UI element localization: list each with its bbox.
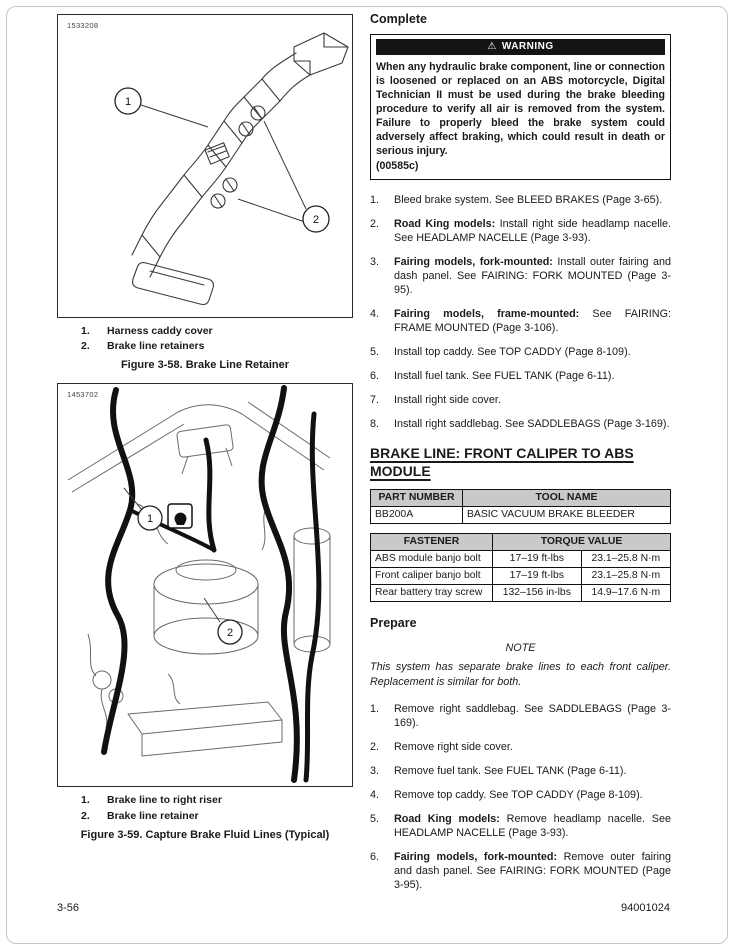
leader-line-2b	[238, 199, 305, 222]
step-text: Install top caddy. See TOP CADDY (Page 8-109).	[394, 345, 631, 358]
step-number: 5.	[370, 345, 380, 358]
svg-text:1: 1	[146, 513, 154, 526]
page-footer	[57, 902, 670, 914]
table-row	[371, 551, 671, 568]
table-row	[371, 568, 671, 585]
step-item	[370, 812, 671, 840]
warning-body: When any hydraulic brake component, line or connection is loosened or replaced on an ABS motorcycle, Digital Technician II must be used during the brake bleeding procedure to verify all air is removed from the system. Failure to properly bleed the brake system could adversely affect braking, which could result in death or serious injury.	[376, 61, 665, 158]
step-number: 2.	[370, 741, 380, 754]
step-number: 5.	[370, 813, 380, 826]
text-column	[370, 12, 671, 902]
legend-text: Harness caddy cover	[107, 325, 213, 337]
figure-3-58-title: Figure 3-58. Brake Line Retainer	[120, 359, 290, 372]
figure-3-58-box	[57, 14, 353, 318]
step-number: 4.	[370, 307, 380, 320]
step-item	[370, 255, 671, 297]
step-number: 3.	[370, 765, 380, 778]
document-number: 94001024	[621, 902, 670, 914]
legend-item	[81, 809, 353, 824]
table-cell: 17–19 ft-lbs	[493, 568, 582, 585]
warning-code: (00585c)	[376, 159, 419, 172]
step-text: Remove right side cover.	[394, 741, 513, 754]
table-cell: BB200A	[371, 507, 463, 524]
table-header-row	[371, 490, 671, 507]
step-item	[370, 417, 671, 431]
figure-3-58-legend	[81, 324, 353, 354]
svg-text:2: 2	[312, 214, 320, 226]
note-label: NOTE	[505, 642, 536, 654]
section-heading: BRAKE LINE: FRONT CALIPER TO ABS MODULE	[370, 445, 634, 479]
warning-header	[376, 39, 665, 55]
brake-line-retainer-drawing	[58, 15, 352, 317]
legend-number: 2.	[81, 809, 90, 822]
step-number: 3.	[370, 255, 380, 268]
step-text: Fairing models, fork-mounted: Remove outer fairing and dash panel. See FAIRING: FORK MOUNTED (Page 3-95).	[394, 851, 671, 892]
step-text: Remove right saddlebag. See SADDLEBAGS (Page 3-169).	[394, 703, 671, 730]
step-number: 2.	[370, 217, 380, 230]
step-text: Install right side cover.	[394, 393, 501, 406]
riser-symbol-icon	[168, 504, 192, 528]
step-number: 4.	[370, 789, 380, 802]
step-text: Install right saddlebag. See SADDLEBAGS (Page 3-169).	[394, 417, 670, 430]
step-item	[370, 307, 671, 335]
brake-lines	[104, 388, 319, 780]
legend-text: Brake line retainer	[107, 809, 199, 822]
callout-2	[218, 620, 242, 644]
table-row	[371, 507, 671, 524]
step-number: 1.	[370, 703, 380, 716]
step-number: 7.	[370, 393, 380, 406]
svg-text:2: 2	[226, 627, 234, 640]
legend-number: 2.	[81, 340, 90, 353]
tool-table	[370, 489, 671, 524]
step-number: 6.	[370, 369, 380, 382]
figure-3-59-legend	[81, 793, 353, 823]
figure-ref-number: 1533208	[67, 21, 99, 30]
step-item	[370, 345, 671, 359]
complete-steps-list	[370, 193, 671, 431]
table-header-cell: FASTENER	[371, 534, 493, 551]
prepare-heading: Prepare	[370, 616, 417, 630]
warning-label: WARNING	[501, 41, 554, 52]
step-text: Road King models: Install right side headlamp nacelle. See HEADLAMP NACELLE (Page 3-93).	[394, 217, 672, 244]
note-text: This system has separate brake lines to each front caliper. Replacement is similar for both.	[370, 661, 671, 688]
legend-number: 1.	[81, 794, 90, 807]
table-cell: Front caliper banjo bolt	[371, 568, 493, 585]
warning-box	[370, 34, 671, 180]
page-number: 3-56	[57, 902, 80, 914]
figures-column	[57, 14, 353, 841]
table-cell: 23.1–25.8 N·m	[581, 568, 670, 585]
step-item	[370, 217, 671, 245]
table-header-row	[371, 534, 671, 551]
step-item	[370, 740, 671, 754]
legend-text: Brake line to right riser	[107, 794, 222, 807]
step-number: 1.	[370, 193, 380, 206]
step-item	[370, 850, 671, 892]
step-text: Bleed brake system. See BLEED BRAKES (Page 3-65).	[394, 193, 663, 206]
step-item	[370, 393, 671, 407]
complete-heading: Complete	[370, 12, 427, 26]
brake-fluid-lines-drawing	[58, 384, 352, 786]
table-cell: ABS module banjo bolt	[371, 551, 493, 568]
table-cell: BASIC VACUUM BRAKE BLEEDER	[463, 507, 671, 524]
table-cell: Rear battery tray screw	[371, 585, 493, 602]
table-cell: 14.9–17.6 N·m	[581, 585, 670, 602]
legend-number: 1.	[81, 325, 90, 337]
table-row	[371, 585, 671, 602]
prepare-steps-list	[370, 702, 671, 892]
table-header-cell: TOOL NAME	[463, 490, 671, 507]
callout-1	[138, 506, 162, 530]
legend-item	[81, 793, 353, 808]
step-text: Install fuel tank. See FUEL TANK (Page 6-11).	[394, 369, 615, 382]
figure-3-59-box	[57, 383, 353, 787]
svg-text:1: 1	[124, 96, 132, 108]
step-number: 6.	[370, 851, 380, 864]
table-header-cell: PART NUMBER	[371, 490, 463, 507]
step-number: 8.	[370, 417, 380, 430]
figure-3-59-title: Figure 3-59. Capture Brake Fluid Lines (Typical)	[80, 828, 330, 841]
warning-icon: ⚠	[487, 41, 497, 52]
table-cell: 23.1–25.8 N·m	[581, 551, 670, 568]
step-item	[370, 788, 671, 802]
legend-item	[81, 339, 353, 354]
torque-table	[370, 533, 671, 602]
step-text: Remove top caddy. See TOP CADDY (Page 8-109).	[394, 789, 643, 802]
step-item	[370, 764, 671, 778]
step-item	[370, 369, 671, 383]
callout-1	[115, 88, 141, 114]
step-text: Road King models: Remove headlamp nacelle. See HEADLAMP NACELLE (Page 3-93).	[394, 813, 671, 840]
leader-line-2a	[264, 121, 306, 209]
step-item	[370, 702, 671, 730]
callout-2	[303, 206, 329, 232]
table-cell: 17–19 ft-lbs	[493, 551, 582, 568]
leader-line-1	[141, 105, 208, 127]
table-cell: 132–156 in-lbs	[493, 585, 582, 602]
step-text: Fairing models, fork-mounted: Install outer fairing and dash panel. See FAIRING: FORK MOUNTED (Page 3-95).	[394, 255, 672, 296]
step-text: Remove fuel tank. See FUEL TANK (Page 6-11).	[394, 765, 627, 778]
step-text: Fairing models, frame-mounted: See FAIRING: FRAME MOUNTED (Page 3-106).	[394, 307, 671, 334]
figure-ref-number: 1453702	[67, 390, 99, 400]
warning-text	[376, 60, 665, 173]
legend-text: Brake line retainers	[107, 340, 205, 353]
step-item	[370, 193, 671, 207]
table-header-cell: TORQUE VALUE	[493, 534, 671, 551]
legend-item	[81, 324, 353, 339]
